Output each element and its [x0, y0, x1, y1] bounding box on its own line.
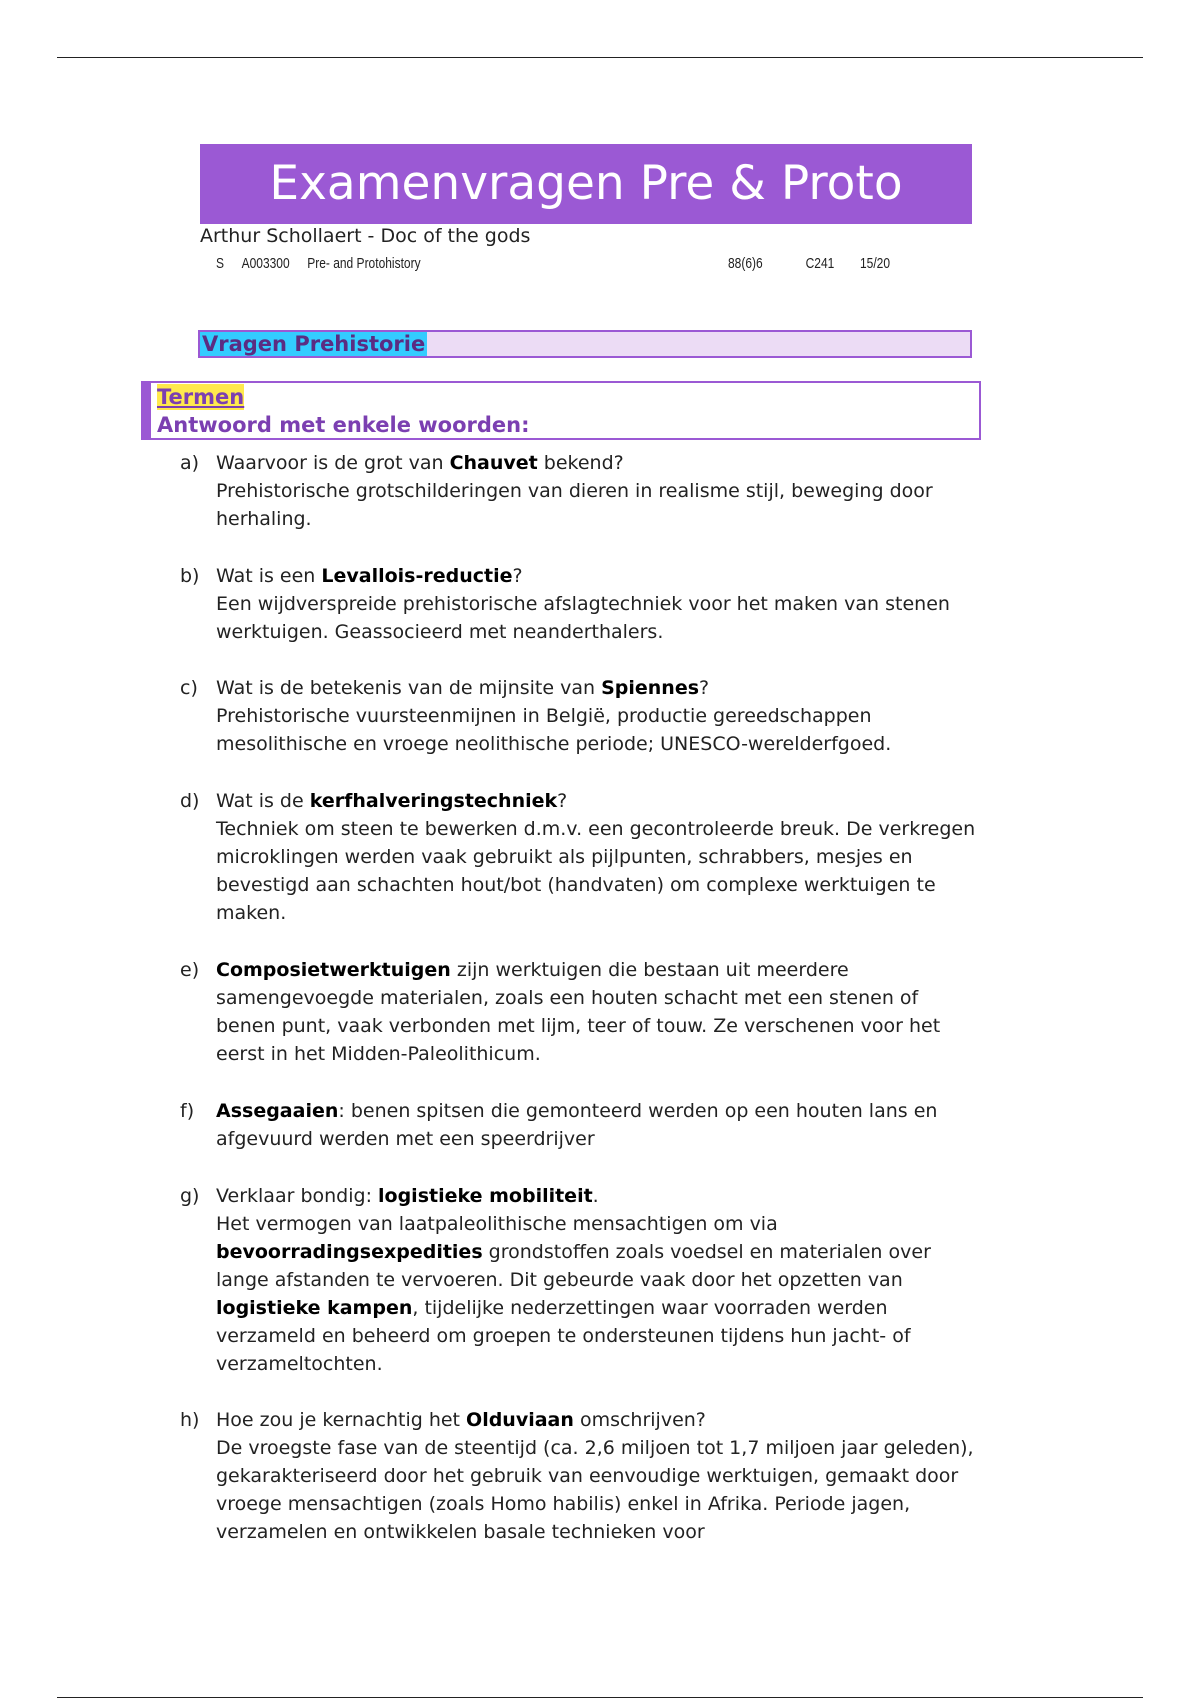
question-text: Wat is de kerfhalveringstechniek? — [216, 790, 568, 812]
answer-text: Het vermogen van laatpaleolithische mensachtigen om via bevoorradingsexpedities grondstoffen zoals voedsel en materialen over lange afstanden te vervoeren. Dit gebeurde vaak door het opzetten van logistieke kampen, tijdelijke nederzettingen waar voorraden werden verzameld en beheerd om groepen te ondersteunen tijdens hun jacht- of verzameltochten. — [216, 1213, 931, 1375]
footer-rule — [57, 1697, 1143, 1698]
course-score: 15/20 — [860, 255, 891, 272]
course-code: A003300 — [241, 255, 290, 272]
course-semester: S — [216, 255, 225, 272]
terms-box — [141, 381, 981, 440]
answer-text: De vroegste fase van de steentijd (ca. 2,6 miljoen tot 1,7 miljoen jaar geleden), gekarakteriseerd door het gebruik van eenvoudige werktuigen, gemaakt door vroege mensachtigen (zoals Homo habilis) enkel in Afrika. Periode jagen, verzamelen en ontwikkelen basale technieken voor — [216, 1437, 974, 1543]
question-text: Wat is een Levallois-reductie? — [216, 565, 523, 587]
header-rule — [57, 57, 1143, 58]
document-subtitle: Arthur Schollaert - Doc of the gods — [200, 225, 531, 247]
question-text: Waarvoor is de grot van Chauvet bekend? — [216, 452, 624, 474]
question-text: Assegaaien: benen spitsen die gemonteerd werden op een houten lans en afgevuurd werden met een speerdrijver — [216, 1100, 938, 1150]
answer-text: Prehistorische vuursteenmijnen in België, productie gereedschappen mesolithische en vroege neolithische periode; UNESCO-werelderfgoed. — [216, 705, 892, 755]
question-marker: f) — [180, 1100, 195, 1122]
answer-text: Techniek om steen te bewerken d.m.v. een gecontroleerde breuk. De verkregen microklingen werden vaak gebruikt als pijlpunten, schrabbers, mesjes en bevestigd aan schachten hout/bot (handvaten) om complexe werktuigen te maken. — [216, 818, 976, 924]
document-title: Examenvragen Pre & Proto — [200, 144, 972, 224]
question-marker: g) — [180, 1185, 200, 1207]
section-header — [198, 330, 972, 358]
answer-text: Prehistorische grotschilderingen van dieren in realisme stijl, beweging door herhaling. — [216, 480, 933, 530]
question-text: Hoe zou je kernachtig het Olduviaan omschrijven? — [216, 1409, 706, 1431]
course-info-row — [200, 254, 891, 274]
question-marker: d) — [180, 790, 200, 812]
course-name: Pre- and Protohistory — [307, 255, 421, 272]
question-marker: e) — [180, 959, 200, 981]
question-marker: b) — [180, 565, 200, 587]
course-credits: 88(6)6 — [728, 255, 763, 272]
question-text: Wat is de betekenis van de mijnsite van Spiennes? — [216, 677, 710, 699]
section-title: Vragen Prehistorie — [202, 332, 426, 356]
question-marker: a) — [180, 452, 200, 474]
question-text: Composietwerktuigen zijn werktuigen die bestaan uit meerdere samengevoegde materialen, zoals een houten schacht met een stenen of benen punt, vaak verbonden met lijm, teer of touw. Ze verschenen voor het eerst in het Midden-Paleolithicum. — [216, 959, 941, 1065]
terms-instruction: Antwoord met enkele woorden: — [157, 413, 530, 437]
terms-label: Termen — [157, 385, 245, 409]
course-room: C241 — [805, 255, 835, 272]
question-text: Verklaar bondig: logistieke mobiliteit. — [216, 1185, 599, 1207]
answer-text: Een wijdverspreide prehistorische afslagtechniek voor het maken van stenen werktuigen. Geassocieerd met neanderthalers. — [216, 593, 950, 643]
question-marker: c) — [180, 677, 198, 699]
question-marker: h) — [180, 1409, 200, 1431]
